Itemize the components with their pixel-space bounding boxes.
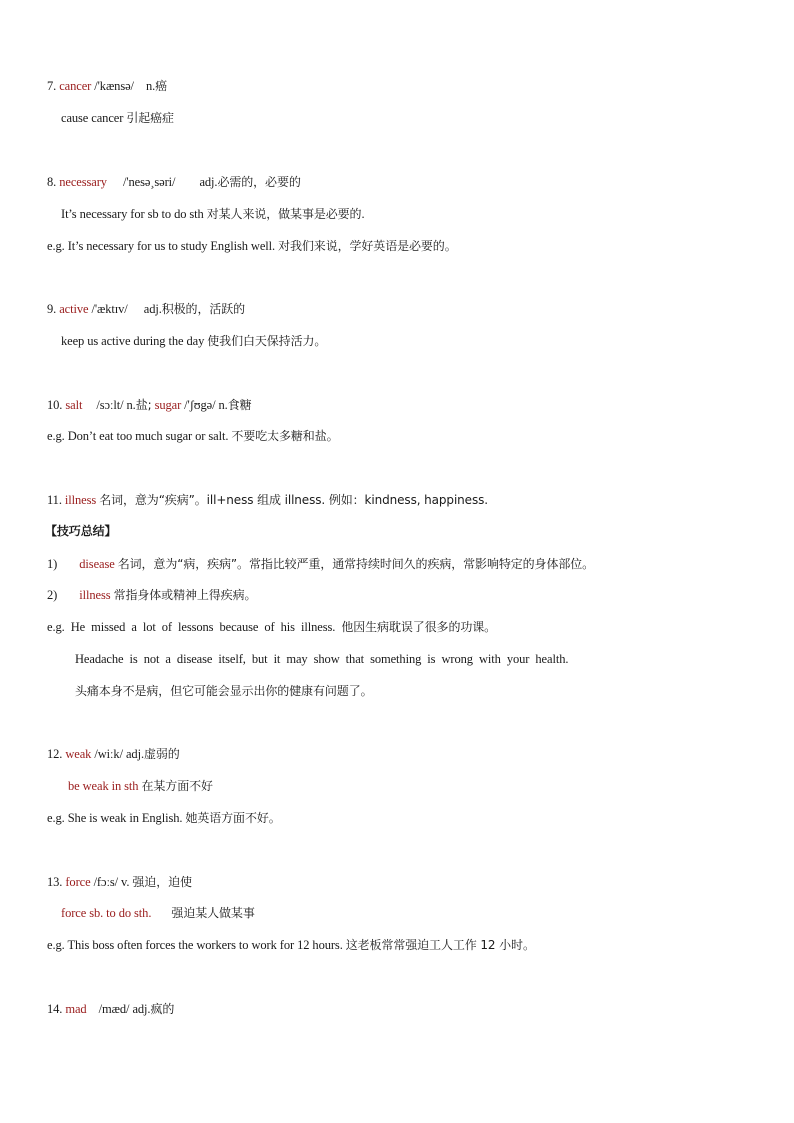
example-label: e.g. xyxy=(47,620,65,634)
example-label: e.g. xyxy=(47,938,65,952)
entry-8-headline xyxy=(47,174,301,190)
entry-number: 7. xyxy=(47,79,57,93)
entry-13-example xyxy=(47,937,535,953)
tip-number: 2) xyxy=(47,588,58,602)
entry-10-example xyxy=(47,428,339,444)
phrase-translation: 使我们白天保持活力。 xyxy=(207,334,327,348)
meaning: 必需的，必要的 xyxy=(217,175,301,189)
phrase: It’s necessary for sb to do sth xyxy=(61,207,204,221)
part-of-speech: n. xyxy=(145,79,156,93)
entry-8-phrase xyxy=(61,206,364,222)
phonetic: /mæd/ xyxy=(98,1002,130,1016)
phonetic: /'æktɪv/ xyxy=(91,302,128,316)
tip-word: disease xyxy=(79,557,115,571)
entry-9-phrase xyxy=(61,333,326,349)
example-sentence: He missed a lot of lessons because of his illness. xyxy=(70,620,336,634)
entry-11-example-2 xyxy=(75,651,568,667)
part-of-speech: adj. xyxy=(199,175,218,189)
entry-13-phrase xyxy=(61,905,255,921)
entry-number: 11. xyxy=(47,493,62,507)
headword: salt xyxy=(65,398,83,412)
example-sentence: This boss often forces the workers to work for 12 hours. xyxy=(67,938,343,952)
entry-number: 13. xyxy=(47,875,63,889)
phonetic: /'kænsə/ xyxy=(94,79,134,93)
entry-11-example-1 xyxy=(47,619,496,635)
phrase-translation: 引起癌症 xyxy=(126,111,174,125)
meaning-2: 食糖 xyxy=(227,398,252,412)
phrase-period: . xyxy=(361,207,365,221)
example-label: e.g. xyxy=(47,811,65,825)
meaning: 强迫，迫使 xyxy=(132,875,192,889)
part-of-speech: adj. xyxy=(132,1002,151,1016)
entry-13-headline xyxy=(47,874,192,890)
phrase: be weak in sth xyxy=(68,779,139,793)
entry-12-phrase xyxy=(68,778,213,794)
entry-number: 14. xyxy=(47,1002,63,1016)
meaning: 虚弱的 xyxy=(143,747,180,761)
part-of-speech: adj. xyxy=(125,747,144,761)
entry-14-headline xyxy=(47,1001,174,1017)
meaning: 癌 xyxy=(155,79,168,93)
example-sentence: She is weak in English. xyxy=(67,811,183,825)
entry-8-example xyxy=(47,238,457,254)
description: 名词，意为“疾病”。ill+ness 组成 illness. 例如：kindness, happiness. xyxy=(99,493,488,507)
headword: necessary xyxy=(59,175,107,189)
example-label: e.g. xyxy=(47,429,65,443)
meaning: 积极的，活跃的 xyxy=(161,302,246,316)
headword: mad xyxy=(65,1002,87,1016)
entry-11-example-2-translation: 头痛本身不是病，但它可能会显示出你的健康有问题了。 xyxy=(75,684,373,698)
phonetic: /fɔːs/ xyxy=(93,875,118,889)
tip-number: 1) xyxy=(47,557,58,571)
tips-title: 【技巧总结】 xyxy=(45,524,117,538)
headword: cancer xyxy=(59,79,92,93)
phrase-translation: 强迫某人做某事 xyxy=(171,906,255,920)
phrase: keep us active during the day xyxy=(61,334,205,348)
example-translation: 他因生病耽误了很多的功课。 xyxy=(341,620,497,634)
example-translation: 对我们来说，学好英语是必要的。 xyxy=(278,239,457,253)
entry-12-headline xyxy=(47,746,180,762)
phrase: cause cancer xyxy=(61,111,124,125)
phonetic: /'nesə¸səri/ xyxy=(122,175,176,189)
meaning: 疯的 xyxy=(150,1002,175,1016)
entry-9-headline xyxy=(47,301,245,317)
phrase-translation: 对某人来说，做某事是必要的 xyxy=(206,207,362,221)
part-of-speech-2: n. xyxy=(218,398,228,412)
phonetic: /wiːk/ xyxy=(94,747,123,761)
part-of-speech: adj. xyxy=(143,302,162,316)
tip-1 xyxy=(47,556,594,572)
example-sentence: Don’t eat too much sugar or salt. xyxy=(67,429,229,443)
entry-7-phrase xyxy=(61,110,174,126)
headword: force xyxy=(65,875,91,889)
entry-number: 12. xyxy=(47,747,63,761)
tip-2 xyxy=(47,587,256,603)
meaning: 盐; xyxy=(135,398,152,412)
entry-11-headline xyxy=(47,492,488,508)
part-of-speech: v. xyxy=(121,875,130,889)
tip-word: illness xyxy=(79,588,111,602)
example-translation: 她英语方面不好。 xyxy=(185,811,281,825)
headword: weak xyxy=(65,747,92,761)
entry-number: 8. xyxy=(47,175,57,189)
phrase-translation: 在某方面不好 xyxy=(141,779,213,793)
example-label: e.g. xyxy=(47,239,65,253)
entry-number: 10. xyxy=(47,398,63,412)
entry-number: 9. xyxy=(47,302,57,316)
example-sentence: Headache is not a disease itself, but it may show that something is wrong with your health. xyxy=(75,652,569,666)
part-of-speech: n. xyxy=(126,398,136,412)
entry-10-headline xyxy=(47,397,252,413)
example-sentence: It’s necessary for us to study English well. xyxy=(67,239,276,253)
phonetic: /sɔːlt/ xyxy=(96,398,124,412)
headword: illness xyxy=(64,493,97,507)
phonetic-2: /'ʃʊgə/ xyxy=(184,398,216,412)
headword: active xyxy=(59,302,89,316)
tip-text: 名词，意为“病，疾病”。常指比较严重，通常持续时间久的疾病，常影响特定的身体部位。 xyxy=(117,557,595,571)
phrase: force sb. to do sth. xyxy=(61,906,152,920)
entry-12-example xyxy=(47,810,281,826)
example-translation: 不要吃太多糖和盐。 xyxy=(231,429,339,443)
tip-text: 常指身体或精神上得疾病。 xyxy=(113,588,257,602)
example-translation: 这老板常常强迫工人工作 12 小时。 xyxy=(345,938,535,952)
headword-2: sugar xyxy=(154,398,182,412)
entry-7-headline xyxy=(47,78,167,94)
